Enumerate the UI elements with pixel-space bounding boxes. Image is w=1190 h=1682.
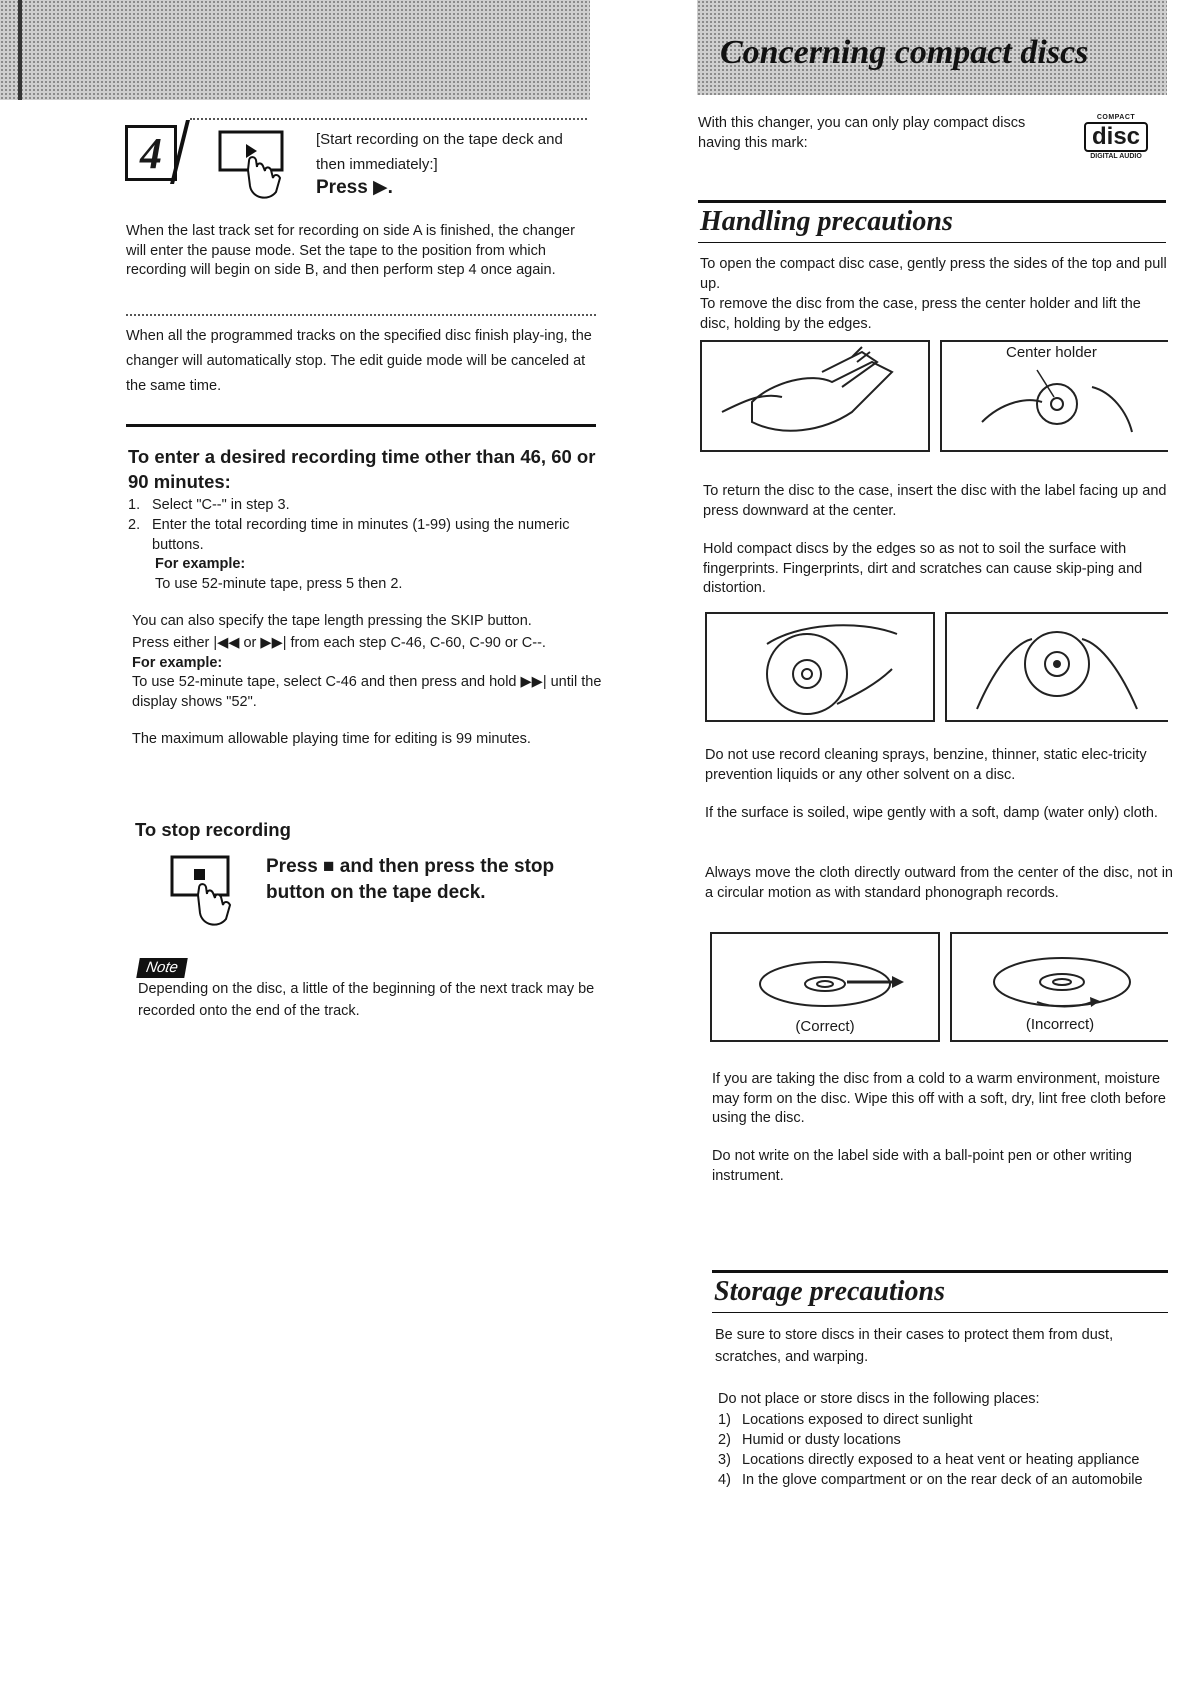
example-label: For example:	[155, 556, 246, 572]
note-label: Note	[144, 959, 180, 976]
handling-bottom-rule	[698, 242, 1166, 243]
desired-time-steps	[128, 495, 598, 555]
example2-text: To use 52-minute tape, select C-46 and then press and hold ▶▶| until the display shows "52".	[132, 674, 602, 710]
note-badge	[136, 958, 188, 978]
step-number: 4	[140, 129, 162, 178]
max-time-text: The maximum allowable playing time for editing is 99 minutes.	[132, 731, 531, 747]
no-write-text: Do not write on the label side with a ball-point pen or other writing instrument.	[712, 1148, 1132, 1184]
logo-bottom-text: DIGITAL AUDIO	[1090, 153, 1142, 160]
stop-instruction: Press ■ and then press the stop button on the tape deck.	[266, 856, 555, 903]
desired-time-step: 1. Select "C--" in step 3.	[128, 497, 290, 513]
moisture-text: If you are taking the disc from a cold to a warm environment, moisture may form on the disc. Wipe this off with a soft, dry, lint free cloth before using the disc.	[712, 1071, 1166, 1126]
center-holder-label: Center holder	[1006, 344, 1097, 361]
skip-line-2: Press either |◀◀ or ▶▶| from each step C-46, C-60, C-90 or C--.	[132, 635, 546, 651]
move-cloth-text: Always move the cloth directly outward from the center of the disc, not in a circular motion as with standard phonograph records.	[705, 865, 1173, 901]
storage-top-rule	[712, 1270, 1168, 1273]
storage-place-item: 3) Locations directly exposed to a heat vent or heating appliance	[718, 1452, 1140, 1468]
soiled-text: If the surface is soiled, wipe gently with a soft, damp (water only) cloth.	[705, 805, 1158, 821]
step-number-box	[125, 125, 177, 181]
storage-place-item: 4) In the glove compartment or on the rear deck of an automobile	[718, 1472, 1143, 1488]
logo-main-text: disc	[1084, 122, 1148, 152]
stop-button-press-illustration	[170, 855, 250, 935]
play-button-press-illustration	[218, 130, 298, 205]
storage-place-item: 1) Locations exposed to direct sunlight	[718, 1412, 973, 1428]
open-case-illustration	[700, 340, 930, 452]
side-a-dotted-rule	[126, 314, 596, 316]
handling-title: Handling precautions	[700, 206, 953, 237]
example-text: To use 52-minute tape, press 5 then 2.	[155, 576, 403, 592]
step4-instruction: [Start recording on the tape deck and then immediately:]	[316, 131, 563, 173]
incorrect-label: (Incorrect)	[1025, 1016, 1095, 1033]
compact-disc-logo	[1078, 114, 1154, 160]
step4-action: Press ▶.	[316, 177, 393, 198]
right-header-title: Concerning compact discs	[720, 34, 1089, 71]
hold-by-edges-illustration-1	[705, 612, 935, 722]
correct-label: (Correct)	[795, 1018, 855, 1035]
skip-line-1: You can also specify the tape length pressing the SKIP button.	[132, 613, 532, 629]
incorrect-wipe-illustration	[950, 932, 1168, 1042]
all-tracks-paragraph: When all the programmed tracks on the specified disc finish play-ing, the changer will automatically stop. The edit guide mode will be canceled at the same time.	[126, 328, 592, 394]
storage-intro-text: Be sure to store discs in their cases to protect them from dust, scratches, and warping.	[715, 1327, 1114, 1365]
stop-recording-heading: To stop recording	[135, 819, 291, 840]
storage-bottom-rule	[712, 1312, 1168, 1313]
storage-title: Storage precautions	[714, 1276, 946, 1307]
storage-places-intro: Do not place or store discs in the following places:	[718, 1391, 1040, 1407]
left-page-edge	[18, 0, 22, 100]
desired-time-rule	[126, 424, 596, 427]
correct-wipe-illustration	[710, 932, 940, 1042]
note-text: Depending on the disc, a little of the beginning of the next track may be recorded onto the end of the track.	[138, 981, 595, 1019]
desired-time-step: 2. Enter the total recording time in minutes (1-99) using the numeric buttons.	[128, 517, 570, 553]
open-case-text: To open the compact disc case, gently press the sides of the top and pull up.	[700, 256, 1167, 292]
handling-top-rule	[698, 200, 1166, 203]
return-disc-text: To return the disc to the case, insert the disc with the label facing up and press downward at the center.	[703, 483, 1167, 519]
example2-label: For example:	[132, 655, 223, 671]
logo-top-text: COMPACT	[1096, 114, 1136, 121]
hold-by-edges-illustration-2	[945, 612, 1168, 722]
remove-disc-text: To remove the disc from the case, press the center holder and lift the disc, holding by the edges.	[700, 296, 1141, 332]
no-sprays-text: Do not use record cleaning sprays, benzine, thinner, static elec-tricity prevention liquids or any other solvent on a disc.	[705, 747, 1147, 783]
side-a-paragraph: When the last track set for recording on side A is finished, the changer will enter the pause mode. Set the tape to the position from which recording will begin on side B, and then perform step 4 once again.	[126, 223, 575, 278]
storage-places-list	[718, 1410, 1170, 1490]
step4-top-rule	[190, 118, 587, 120]
center-holder-illustration	[940, 340, 1168, 452]
desired-time-heading: To enter a desired recording time other than 46, 60 or 90 minutes:	[128, 446, 596, 492]
hold-discs-text: Hold compact discs by the edges so as not to soil the surface with fingerprints. Fingerprints, dirt and scratches can cause skip-ping and distortion.	[703, 541, 1143, 596]
left-header-band	[0, 0, 590, 100]
stop-icon	[194, 869, 205, 880]
intro-text: With this changer, you can only play compact discs having this mark:	[698, 115, 1026, 151]
storage-place-item: 2) Humid or dusty locations	[718, 1432, 901, 1448]
